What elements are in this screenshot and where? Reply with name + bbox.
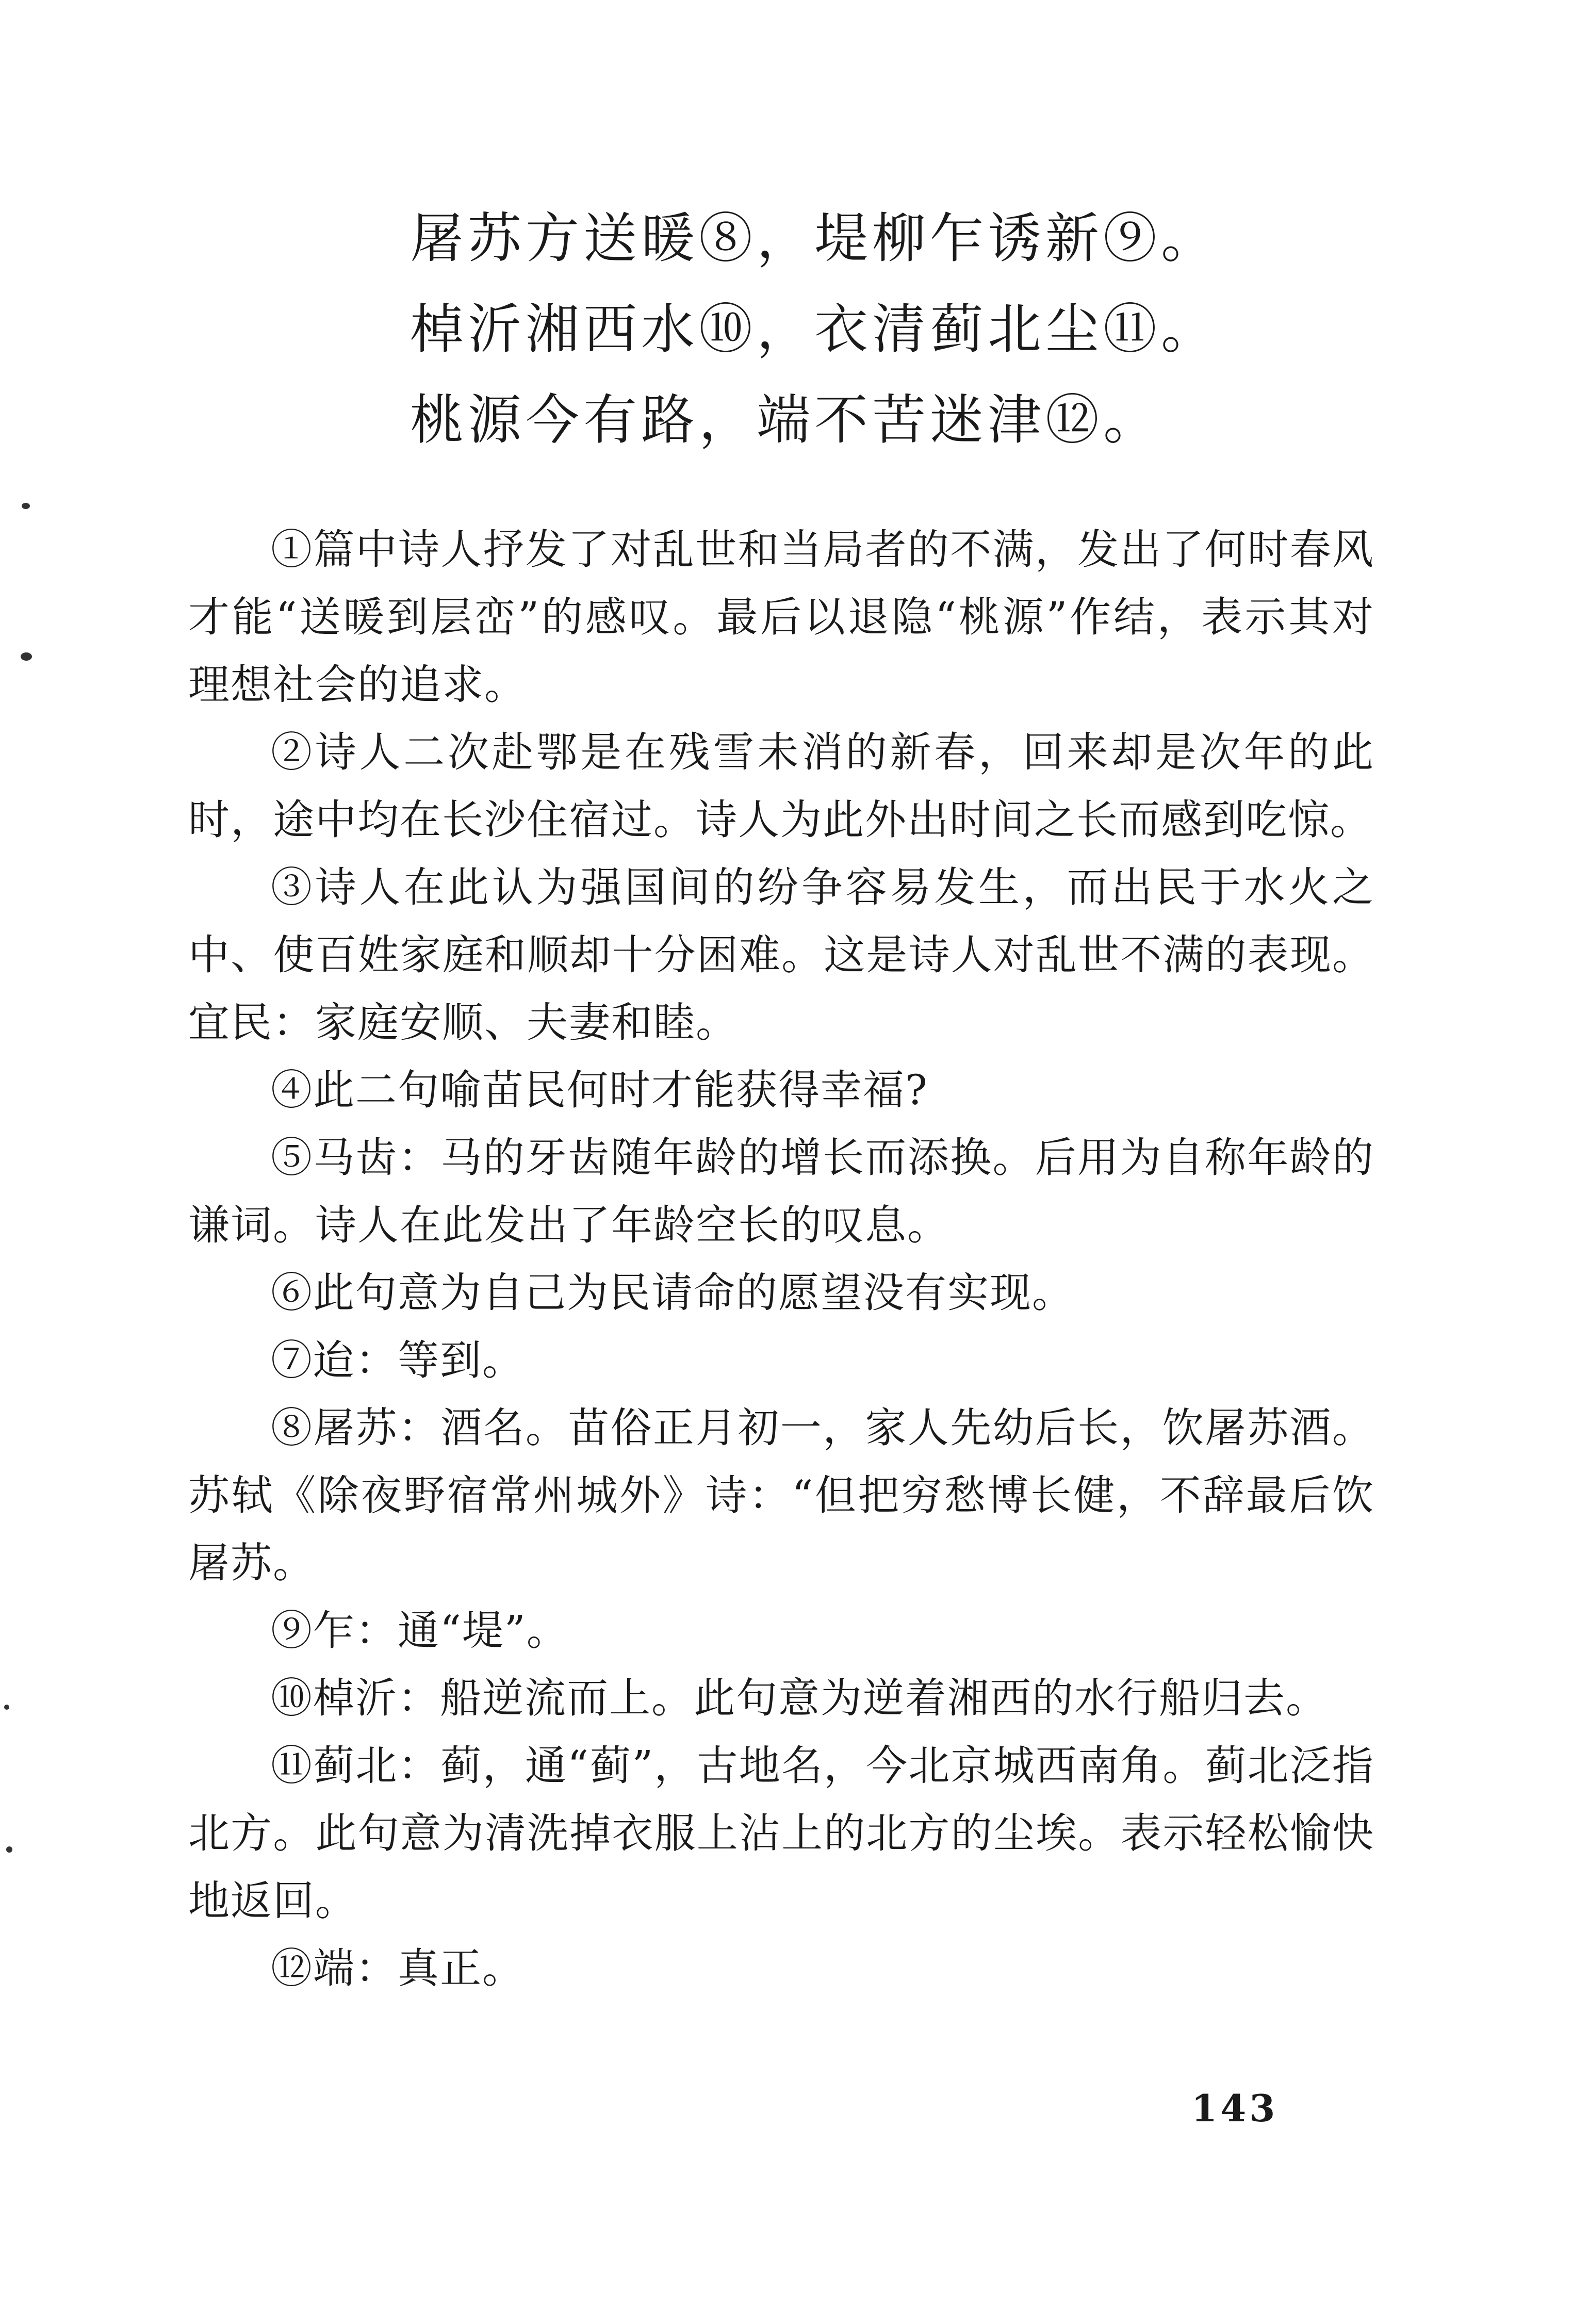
poem-stanza: [410, 206, 1390, 479]
poem-line: 棹沂湘西水⑩，衣清蓟北尘⑪。: [410, 298, 1219, 361]
scan-speck: [4, 1705, 9, 1710]
note-5: ⑤马齿：马的牙齿随年龄的增长而添换。后用为自称年龄的谦词。诗人在此发出了年龄空长的叹息。: [188, 1134, 1374, 1249]
note-7: ⑦迨：等到。: [271, 1336, 525, 1384]
note-2: ②诗人二次赴鄂是在残雪未消的新春，回来却是次年的此时，途中均在长沙住宿过。诗人为此外出时间之长而感到吃惊。: [188, 728, 1374, 844]
note-6: ⑥此句意为自己为民请命的愿望没有实现。: [271, 1269, 1074, 1317]
note-8: ⑧屠苏：酒名。苗俗正月初一，家人先幼后长，饮屠苏酒。苏轼《除夜野宿常州城外》诗：“但把穷愁博长健，不辞最后饮屠苏。: [188, 1404, 1374, 1587]
scan-speck: [6, 1846, 12, 1853]
note-4: ④此二句喻苗民何时才能获得幸福?: [271, 1066, 928, 1114]
poem-line: 桃源今有路，端不苦迷津⑫。: [410, 388, 1161, 451]
note-10: ⑩棹沂：船逆流而上。此句意为逆着湘西的水行船归去。: [271, 1674, 1328, 1722]
scan-speck: [21, 652, 32, 661]
note-1: ①篇中诗人抒发了对乱世和当局者的不满，发出了何时春风才能“送暖到层峦”的感叹。最后以退隐“桃源”作结，表示其对理想社会的追求。: [188, 526, 1374, 709]
annotation-notes: [188, 516, 1374, 2002]
note-11: ⑪蓟北：蓟，通“蓟”，古地名，今北京城西南角。蓟北泛指北方。此句意为清洗掉衣服上沾上的北方的尘埃。表示轻松愉快地返回。: [188, 1742, 1374, 1925]
poem-line: 屠苏方送暖⑧，堤柳乍诱新⑨。: [410, 207, 1219, 270]
scan-speck: [22, 503, 30, 509]
note-12: ⑫端：真正。: [271, 1944, 525, 1992]
note-9: ⑨乍：通“堤”。: [271, 1607, 569, 1655]
page-number: 143: [1191, 2086, 1279, 2130]
note-3: ③诗人在此认为强国间的纷争容易发生，而出民于水火之中、使百姓家庭和顺却十分困难。这是诗人对乱世不满的表现。宜民：家庭安顺、夫妻和睦。: [188, 863, 1374, 1046]
